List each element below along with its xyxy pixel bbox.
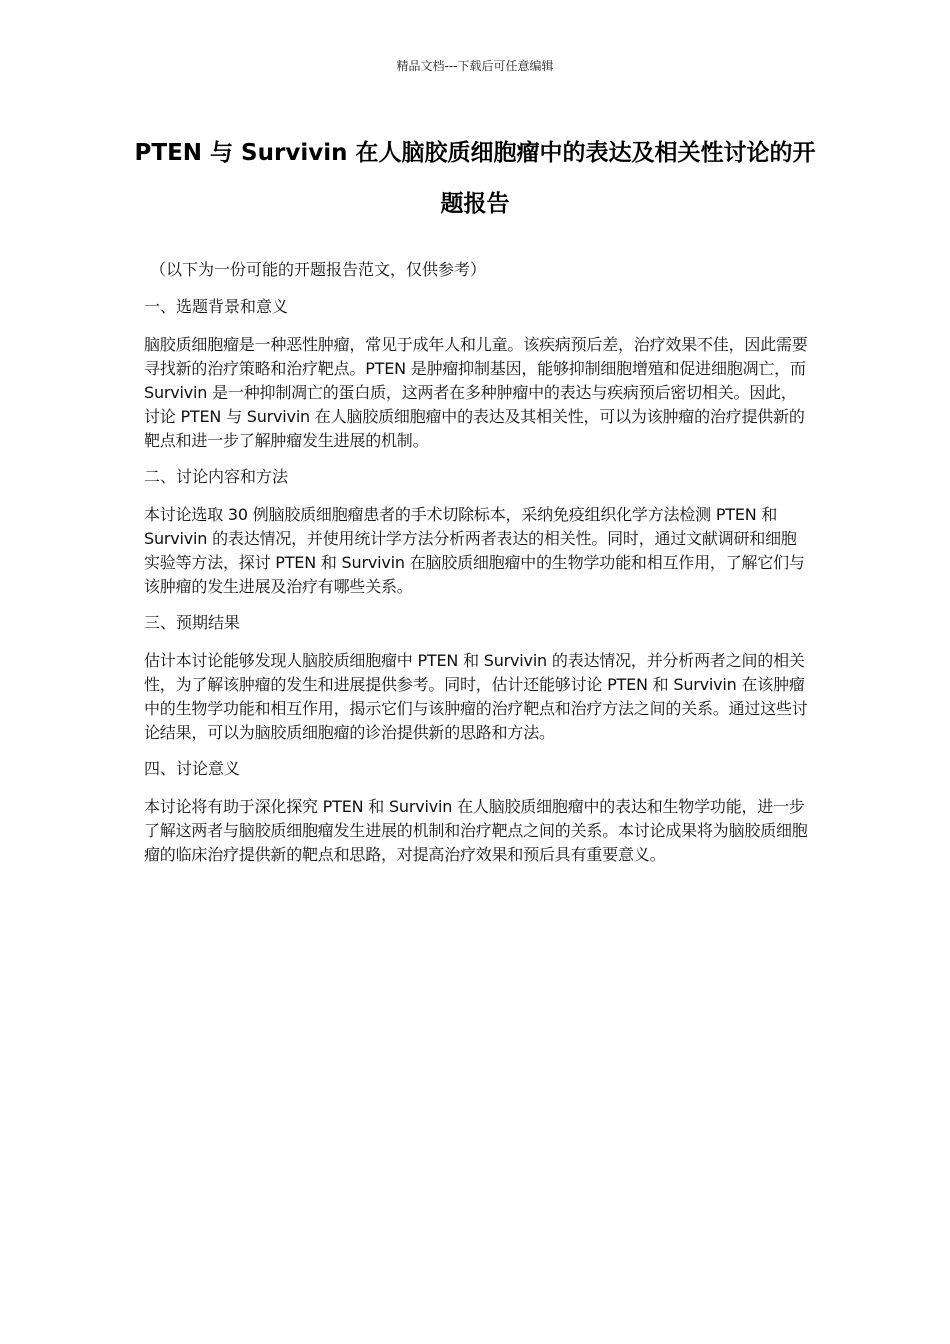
section-heading: 四、讨论意义 (144, 759, 241, 778)
document-body (144, 258, 812, 879)
intro-note: （以下为一份可能的开题报告范文，仅供参考） (150, 260, 487, 279)
section-expected-results (144, 611, 812, 745)
section-content-methods (144, 465, 812, 599)
section-heading: 三、预期结果 (144, 613, 241, 632)
document-title: PTEN 与 Survivin 在人脑胶质细胞瘤中的表达及相关性讨论的开题报告 (134, 140, 816, 217)
header-note: 精品文档---下载后可任意编辑 (396, 59, 554, 73)
section-paragraph: 脑胶质细胞瘤是一种恶性肿瘤，常见于成年人和儿童。该疾病预后差，治疗效果不佳，因此需要寻找新的治疗策略和治疗靶点。PTEN 是肿瘤抑制基因，能够抑制细胞增殖和促进细胞凋亡，而 Survivin 是一种抑制凋亡的蛋白质，这两者在多种肿瘤中的表达与疾病预后密切相关。因此，讨论 PTEN 与 Survivin 在人脑胶质细胞瘤中的表达及其相关性，可以为该肿瘤的治疗提供新的靶点和进一步了解肿瘤发生进展的机制。 (144, 335, 808, 450)
section-heading: 二、讨论内容和方法 (144, 467, 289, 486)
section-heading: 一、选题背景和意义 (144, 297, 289, 316)
section-paragraph: 本讨论选取 30 例脑胶质细胞瘤患者的手术切除标本，采纳免疫组织化学方法检测 PTEN 和 Survivin 的表达情况，并使用统计学方法分析两者表达的相关性。同时，通过文献调研和细胞实验等方法，探讨 PTEN 和 Survivin 在脑胶质细胞瘤中的生物学功能和相互作用，了解它们与该肿瘤的发生进展及治疗有哪些关系。 (144, 505, 805, 596)
section-significance (144, 757, 812, 867)
section-paragraph: 估计本讨论能够发现人脑胶质细胞瘤中 PTEN 和 Survivin 的表达情况，并分析两者之间的相关性，为了解该肿瘤的发生和进展提供参考。同时，估计还能够讨论 PTEN 和 Survivin 在该肿瘤中的生物学功能和相互作用，揭示它们与该肿瘤的治疗靶点和治疗方法之间的关系。通过这些讨论结果，可以为脑胶质细胞瘤的诊治提供新的思路和方法。 (144, 651, 808, 742)
section-background (144, 295, 812, 453)
section-paragraph: 本讨论将有助于深化探究 PTEN 和 Survivin 在人脑胶质细胞瘤中的表达和生物学功能，进一步了解这两者与脑胶质细胞瘤发生进展的机制和治疗靶点之间的关系。本讨论成果将为脑胶质细胞瘤的临床治疗提供新的靶点和思路，对提高治疗效果和预后具有重要意义。 (144, 797, 808, 864)
